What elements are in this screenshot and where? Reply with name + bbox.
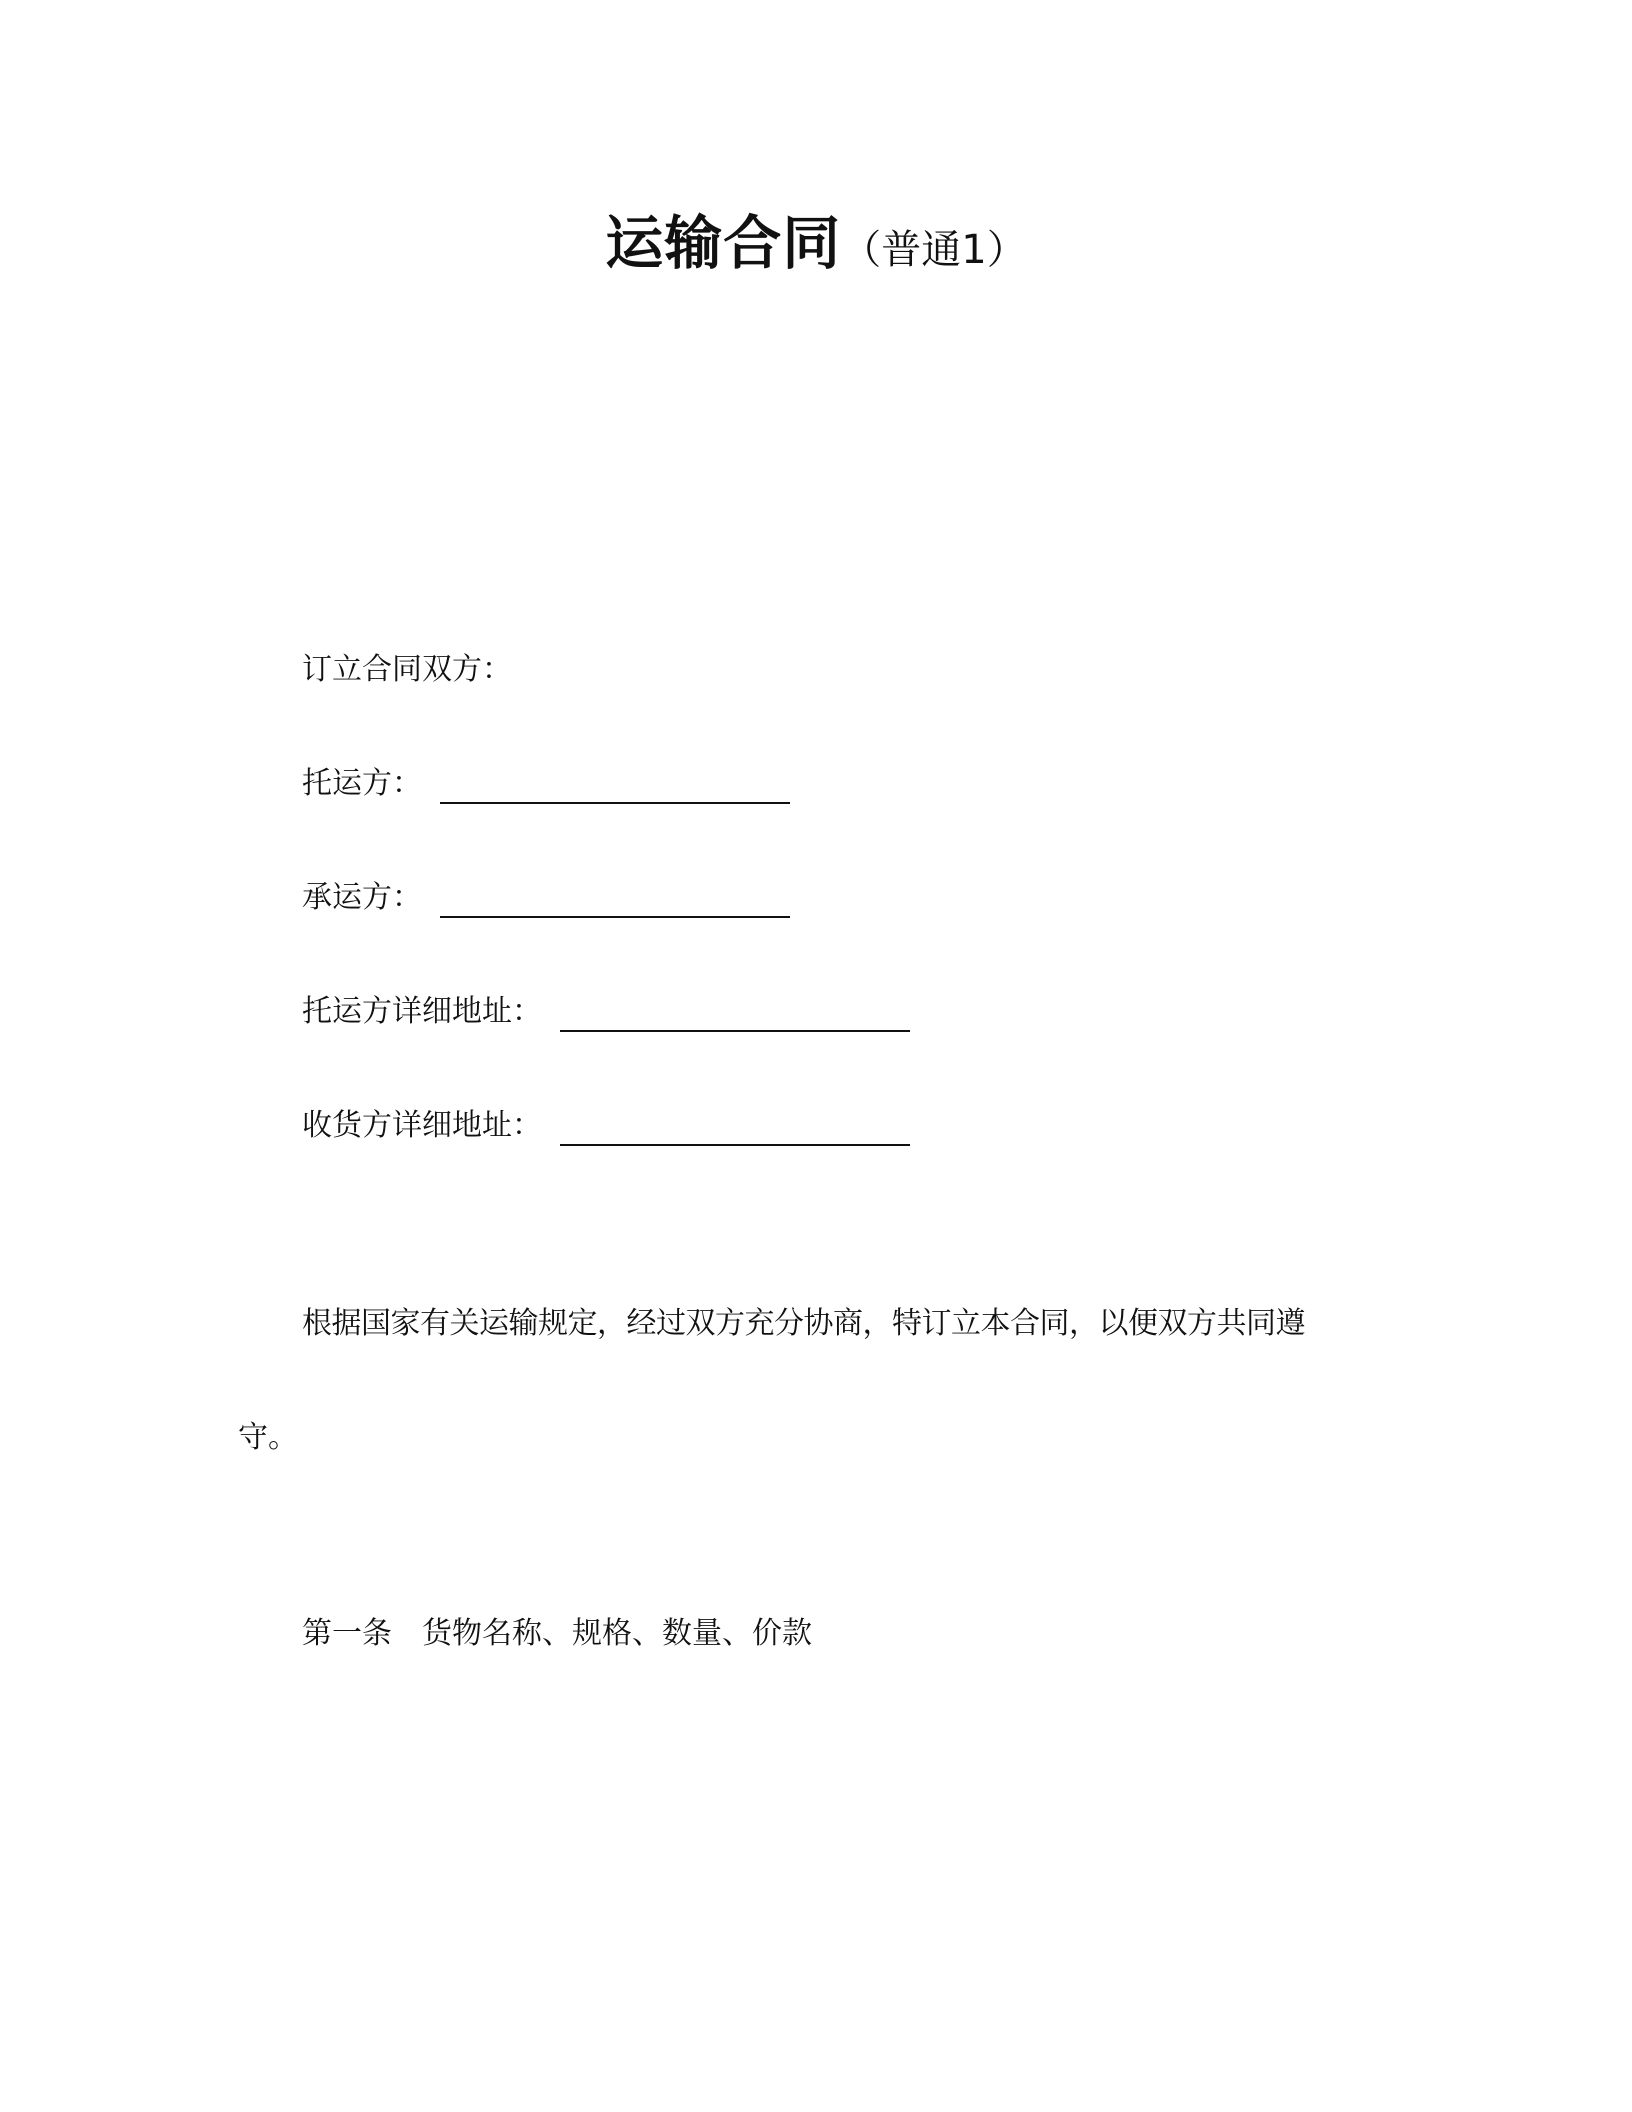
article-1-heading: 第一条 货物名称、规格、数量、价款 xyxy=(302,1616,812,1651)
consignee-address-blank-line xyxy=(560,1108,910,1146)
carrier-label: 承运方： xyxy=(302,880,422,915)
carrier-blank-line xyxy=(440,880,790,918)
shipper-field xyxy=(302,764,790,804)
consignee-address-label: 收货方详细地址： xyxy=(302,1108,542,1143)
preamble-line-2: 守。 xyxy=(238,1420,298,1455)
shipper-address-blank-line xyxy=(560,994,910,1032)
document-title xyxy=(0,196,1632,280)
shipper-label: 托运方： xyxy=(302,766,422,801)
preamble-line-1: 根据国家有关运输规定，经过双方充分协商，特订立本合同，以便双方共同遵 xyxy=(302,1306,1305,1341)
carrier-field xyxy=(302,878,790,918)
title-main: 运输合同 xyxy=(605,209,842,277)
shipper-address-field xyxy=(302,992,910,1032)
parties-heading: 订立合同双方： xyxy=(302,652,512,687)
shipper-address-label: 托运方详细地址： xyxy=(302,994,542,1029)
shipper-blank-line xyxy=(440,766,790,804)
consignee-address-field xyxy=(302,1106,910,1146)
title-subtitle: （普通1） xyxy=(841,227,1027,273)
